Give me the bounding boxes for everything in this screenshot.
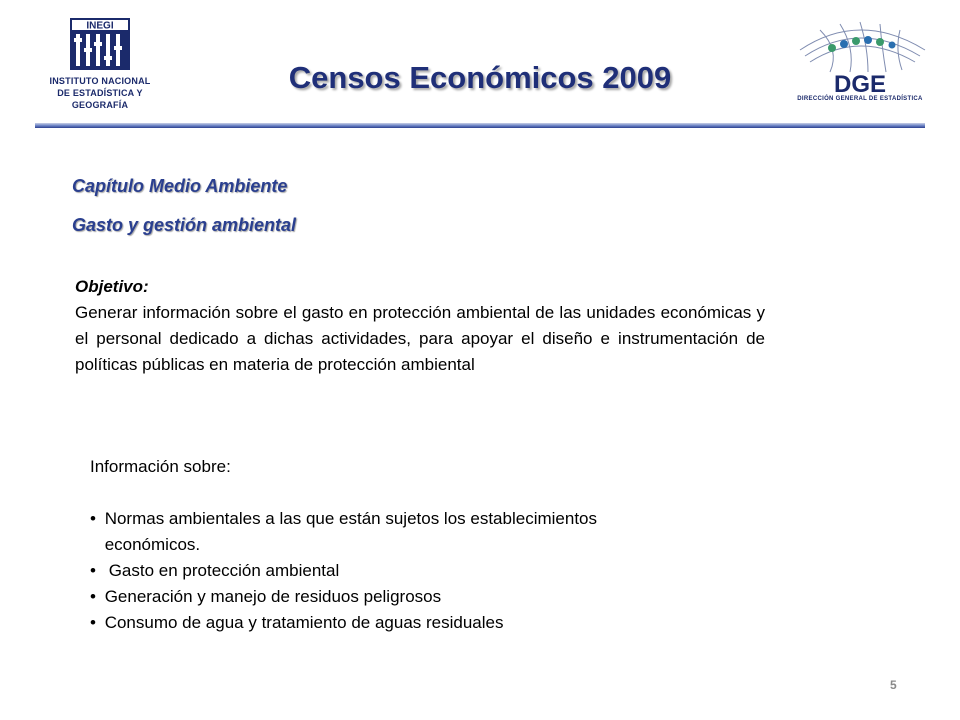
dge-globe-icon [780, 20, 940, 96]
list-item-text: Consumo de agua y tratamiento de aguas residuales [104, 613, 504, 632]
inegi-abacus-icon [70, 18, 130, 70]
topic-title: Gasto y gestión ambiental [72, 215, 297, 235]
list-item-text: Gasto en protección ambiental [108, 561, 340, 580]
page-title: Censos Económicos 2009 [288, 60, 672, 95]
inegi-name-line3: GEOGRAFÍA [71, 100, 129, 110]
objective-text: Generar información sobre el gasto en protección ambiental de las unidades económicas y el personal dedicado a dichas actividades, para apoyar el diseño e instrumentación de políticas públicas en materia de protección ambiental [75, 303, 765, 374]
bullet-icon: • [90, 509, 96, 528]
bullet-icon: • [90, 561, 96, 580]
bullet-icon: • [90, 613, 96, 632]
chapter-title: Capítulo Medio Ambiente [72, 176, 288, 196]
list-item [90, 506, 730, 558]
dge-logo [780, 20, 940, 110]
inegi-name-line2: DE ESTADÍSTICA Y [57, 88, 143, 98]
info-bullet-list [90, 506, 730, 636]
list-item-text: Normas ambientales a las que están sujetos los establecimientos económicos. [104, 509, 597, 554]
list-item [90, 584, 730, 610]
objective-label: Objetivo: [75, 277, 149, 296]
bullet-icon: • [90, 587, 96, 606]
list-item [90, 610, 730, 636]
list-item-text: Generación y manejo de residuos peligrosos [104, 587, 442, 606]
inegi-name-line1: INSTITUTO NACIONAL [49, 76, 151, 86]
inegi-wordmark: INEGI [86, 20, 114, 32]
dge-wordmark: DGE [833, 71, 887, 96]
header-divider [35, 123, 925, 128]
info-block [90, 454, 730, 636]
info-heading: Información sobre: [90, 457, 231, 476]
dge-subtitle: DIRECCIÓN GENERAL DE ESTADÍSTICA [797, 96, 923, 102]
inegi-logo [30, 18, 170, 108]
page-number: 5 [890, 678, 897, 692]
list-item [90, 558, 730, 584]
objective-block [75, 274, 765, 378]
